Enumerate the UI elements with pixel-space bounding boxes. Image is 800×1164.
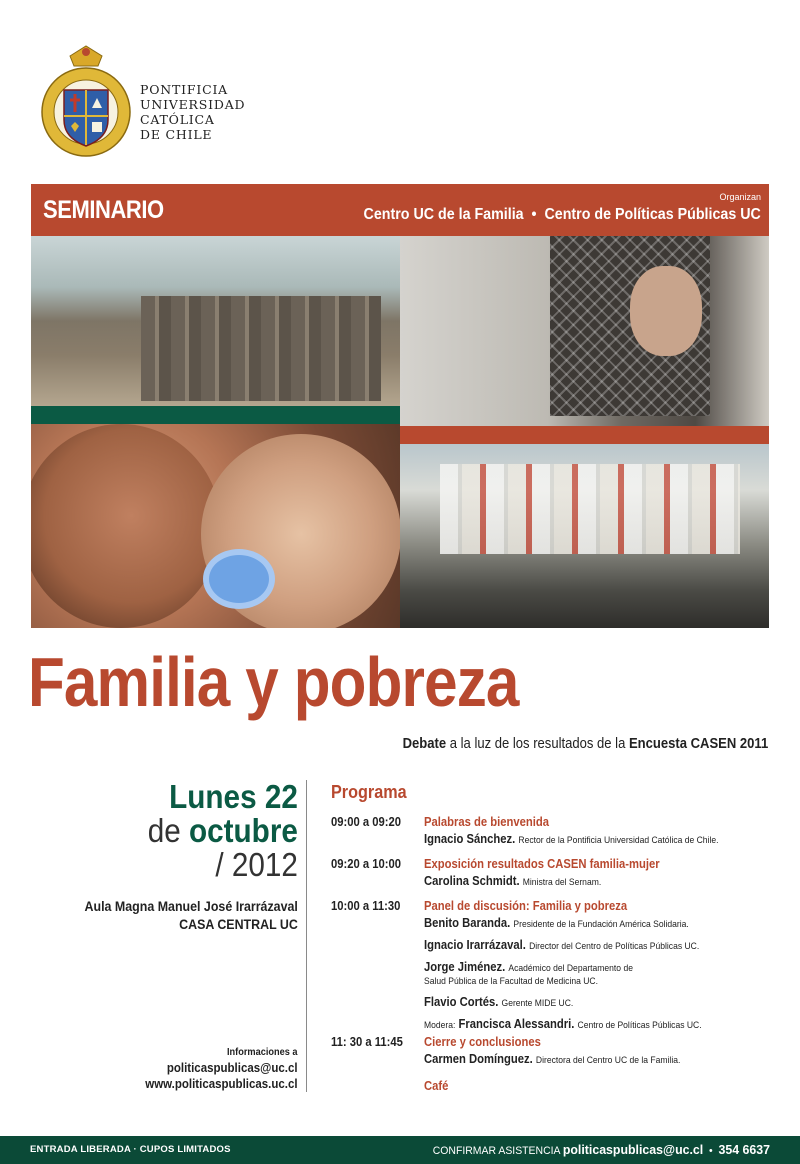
- info-email-link[interactable]: politicaspublicas@uc.cl: [167, 1061, 298, 1075]
- photo-children: [31, 424, 400, 628]
- seminar-label: SEMINARIO: [43, 196, 164, 224]
- panelist-2-name: Ignacio Irarrázaval.: [424, 938, 526, 952]
- footer-confirm: [433, 1142, 770, 1157]
- page-title: Familia y pobreza: [28, 643, 519, 721]
- panelist-3-desc-1: Académico del Departamento de: [508, 963, 633, 974]
- session-4-title: Cierre y conclusiones: [424, 1035, 541, 1049]
- photo-child-window: [400, 236, 769, 426]
- photo-shantytown: [31, 236, 400, 406]
- session-1-speaker: Ignacio Sánchez.: [424, 832, 516, 846]
- info-web-link[interactable]: www.politicaspublicas.uc.cl: [145, 1077, 298, 1091]
- university-line-3: CATÓLICA: [140, 112, 215, 127]
- photo-collage: [31, 236, 769, 628]
- column-divider: [306, 780, 307, 1092]
- subtitle: [402, 736, 768, 752]
- university-logo: [40, 42, 250, 162]
- footer-separator: •: [708, 1145, 713, 1157]
- pacifier-icon: [203, 549, 275, 609]
- laundry-graphic: [440, 464, 740, 554]
- fence-graphic: [141, 296, 381, 401]
- session-3-title: Panel de discusión: Familia y pobreza: [424, 899, 628, 913]
- organizer-separator: •: [531, 206, 537, 223]
- organizers: [364, 206, 761, 224]
- child-face-graphic: [630, 266, 702, 356]
- panelist-3-name: Jorge Jiménez.: [424, 960, 506, 974]
- footer-confirm-label: CONFIRMAR ASISTENCIA: [432, 1145, 560, 1157]
- venue-line-2: CASA CENTRAL UC: [179, 917, 298, 932]
- event-venue: [85, 898, 298, 934]
- session-3-time: 10:00 a 11:30: [331, 899, 401, 913]
- panelist-4-desc: Gerente MIDE UC.: [501, 998, 574, 1009]
- subtitle-middle: a la luz de los resultados de la: [445, 736, 629, 752]
- photo-laundry: [400, 444, 769, 628]
- footer-email-link[interactable]: politicaspublicas@uc.cl: [562, 1142, 704, 1157]
- moderator-desc: Centro de Políticas Públicas UC.: [577, 1020, 702, 1031]
- university-name: [140, 82, 245, 142]
- red-divider-band: [400, 426, 769, 444]
- venue-line-1: Aula Magna Manuel José Irarrázaval: [84, 899, 298, 914]
- session-1-time: 09:00 a 09:20: [331, 815, 402, 829]
- event-date: [148, 780, 298, 882]
- green-divider-band: [31, 406, 400, 424]
- session-2-speaker: Carolina Schmidt.: [424, 874, 520, 888]
- contact-info: [146, 1046, 298, 1092]
- university-line-1: PONTIFICIA: [140, 82, 229, 97]
- program-title: Programa: [331, 782, 407, 802]
- university-line-2: UNIVERSIDAD: [140, 97, 246, 112]
- info-label: Informaciones a: [227, 1047, 298, 1058]
- session-4-time: 11: 30 a 11:45: [331, 1035, 403, 1049]
- organizer-1: Centro UC de la Familia: [363, 206, 524, 223]
- panelist-3-desc-2: Salud Pública de la Facultad de Medicina UC.: [424, 976, 598, 987]
- session-1-title: Palabras de bienvenida: [424, 815, 550, 829]
- university-seal-icon: [40, 42, 132, 158]
- girl-graphic: [31, 424, 221, 628]
- moderator-label: Modera:: [424, 1020, 456, 1031]
- session-2-time: 09:20 a 10:00: [331, 857, 402, 871]
- moderator-name: Francisca Alessandri.: [458, 1017, 575, 1031]
- subtitle-survey: Encuesta CASEN 2011: [628, 736, 768, 752]
- panelist-1-desc: Presidente de la Fundación América Solidaria.: [513, 919, 689, 930]
- cafe-label: Café: [424, 1079, 449, 1093]
- footer-phone[interactable]: 354 6637: [718, 1142, 770, 1157]
- university-line-4: DE CHILE: [140, 127, 213, 142]
- date-year: / 2012: [215, 846, 298, 883]
- session-4-desc: Directora del Centro UC de la Familia.: [535, 1055, 681, 1066]
- session-2-desc: Ministra del Sernam.: [522, 877, 602, 888]
- organizers-label: Organizan: [719, 192, 761, 202]
- date-de: de: [147, 812, 181, 849]
- panelist-4-name: Flavio Cortés.: [424, 995, 499, 1009]
- panelist-1-name: Benito Baranda.: [424, 916, 511, 930]
- organizer-2: Centro de Políticas Públicas UC: [544, 206, 761, 223]
- session-2-title: Exposición resultados CASEN familia-mujer: [424, 857, 660, 871]
- seminar-banner: [31, 184, 769, 236]
- session-1-desc: Rector de la Pontificia Universidad Católica de Chile.: [518, 835, 719, 846]
- footer-entry-note: ENTRADA LIBERADA · CUPOS LIMITADOS: [30, 1144, 231, 1155]
- panelist-2-desc: Director del Centro de Políticas Públicas UC.: [529, 941, 700, 952]
- subtitle-debate: Debate: [402, 736, 446, 752]
- date-weekday: Lunes: [169, 778, 257, 815]
- date-month: octubre: [189, 812, 298, 849]
- date-day: 22: [264, 778, 298, 815]
- footer-bar: [0, 1136, 800, 1164]
- session-4-speaker: Carmen Domínguez.: [424, 1052, 533, 1066]
